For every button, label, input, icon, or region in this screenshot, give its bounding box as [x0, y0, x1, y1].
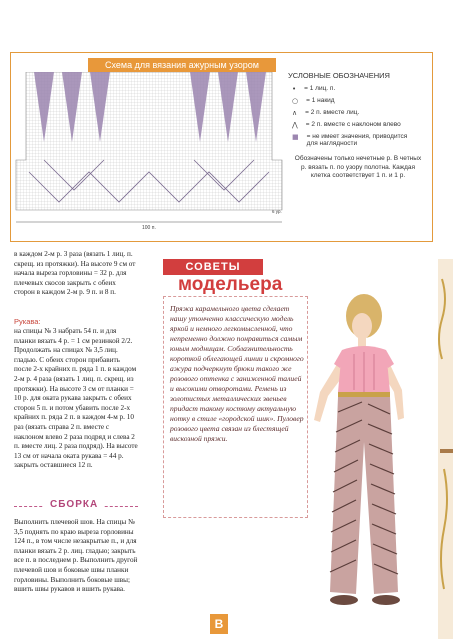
intro-paragraph: в каждом 2-м р. 3 раза (вязать 1 лиц. п. скрещ. из протяжки). На высоте 9 см от начала выреза горловины = 32 р. для плечевых скосов закрыть с обеих сторон в каждом 2-м р. 9 п. и 8 п.: [14, 250, 136, 297]
assembly-heading-wrap: [14, 499, 138, 513]
legend-item: [292, 109, 428, 117]
legend-note: Обозначены только нечетные р. В четных р. вязать п. по узору полотна. Каждая клетка соответствует 1 п. и 1 р.: [294, 155, 422, 179]
legend-item-text: = 2 п. вместе с наклоном влево: [305, 121, 401, 128]
chart-width-label: 100 п.: [142, 225, 156, 231]
ssk-icon: ⋀: [292, 121, 298, 129]
legend-item: [292, 97, 428, 105]
page-letter-badge: В: [210, 614, 228, 634]
legend-title: УСЛОВНЫЕ ОБОЗНАЧЕНИЯ: [288, 71, 390, 80]
advice-text: Пряжа карамельного цвета сделает нашу утонченно классическую модель яркой и немного легкомысленной, что непременно должно понравиться самым юным модницам. Соблазнительность короткой облегающей линии и скромного ажура подчеркнут брюки такого же розового оттенка с заниженной талией и высокими отворотами. Ремень из золотистых металлических звеньев придаст такому костюму актуальную нотку в стиле «городской шик». Пуловер розового цвета связан из блестящей вискозной пряжи.: [170, 304, 304, 443]
assembly-heading: СБОРКА: [44, 499, 104, 510]
legend-list: [292, 85, 428, 181]
sleeves-heading: Рукава:: [14, 317, 41, 326]
chart-end-label: 6 ур.: [272, 209, 282, 214]
legend-item: [292, 121, 428, 129]
legend-item-text: = 1 накид: [306, 97, 335, 104]
chart-title: Схема для вязания ажурным узором: [88, 58, 276, 72]
k2tog-icon: ∧: [292, 109, 298, 117]
legend-item-text: = не имеет значения, приводится для наглядности: [306, 133, 408, 147]
advice-title: модельера: [178, 274, 283, 295]
legend-item-text: = 2 п. вместе лиц.: [305, 109, 360, 116]
yarn-over-icon: ○: [292, 97, 299, 105]
neighbor-page-strip: [432, 259, 453, 639]
no-stitch-icon: ■: [292, 133, 299, 141]
fashion-illustration: [290, 292, 432, 632]
knit-stitch-icon: •: [292, 85, 297, 93]
assembly-paragraph: Выполнить плечевой шов. На спицы № 3,5 поднять по краю выреза горловины 124 п., в том числе незакрытые п., и для планки вязать 2 р. лиц. гладью; закрыть все п. в последнем р. Выполнить другой плечевой шов и боковые швы планки горловины. Выполнить боковые швы; вшить швы рукавов и вшить рукава.: [14, 518, 138, 594]
advice-label: СОВЕТЫ: [163, 259, 263, 275]
legend-item-text: = 1 лиц. п.: [304, 85, 336, 92]
sleeves-paragraph: на спицы № 3 набрать 54 п. и для планки вязать 4 р. = 1 см резинкой 2/2. Продолжать на спицах № 3,5 лиц. гладью. С обеих сторон прибавить после 2-х крайних п. ряда 1 п. в каждом 2-м р. 4 раза (вязать 1 лиц. п. скрещ. из протяжки). На высоте 3 см от планки = 10 р. для оката рукава закрыть с обеих сторон 5 п. и потом убавить после 2-х крайних п. ряда 2 п. в каждом 4-м р. 10 раз (вязать справа 2 п. вместе с наклоном влево 2 раза подряд и слева 2 п. вместе лиц. 2 раза подряд). На высоте 13 см от начала оката рукава = 44 р. закрыть оставшиеся 12 п.: [14, 327, 138, 470]
knitting-chart-grid: [14, 72, 284, 232]
legend-item: [292, 133, 428, 147]
legend-item: [292, 85, 428, 93]
